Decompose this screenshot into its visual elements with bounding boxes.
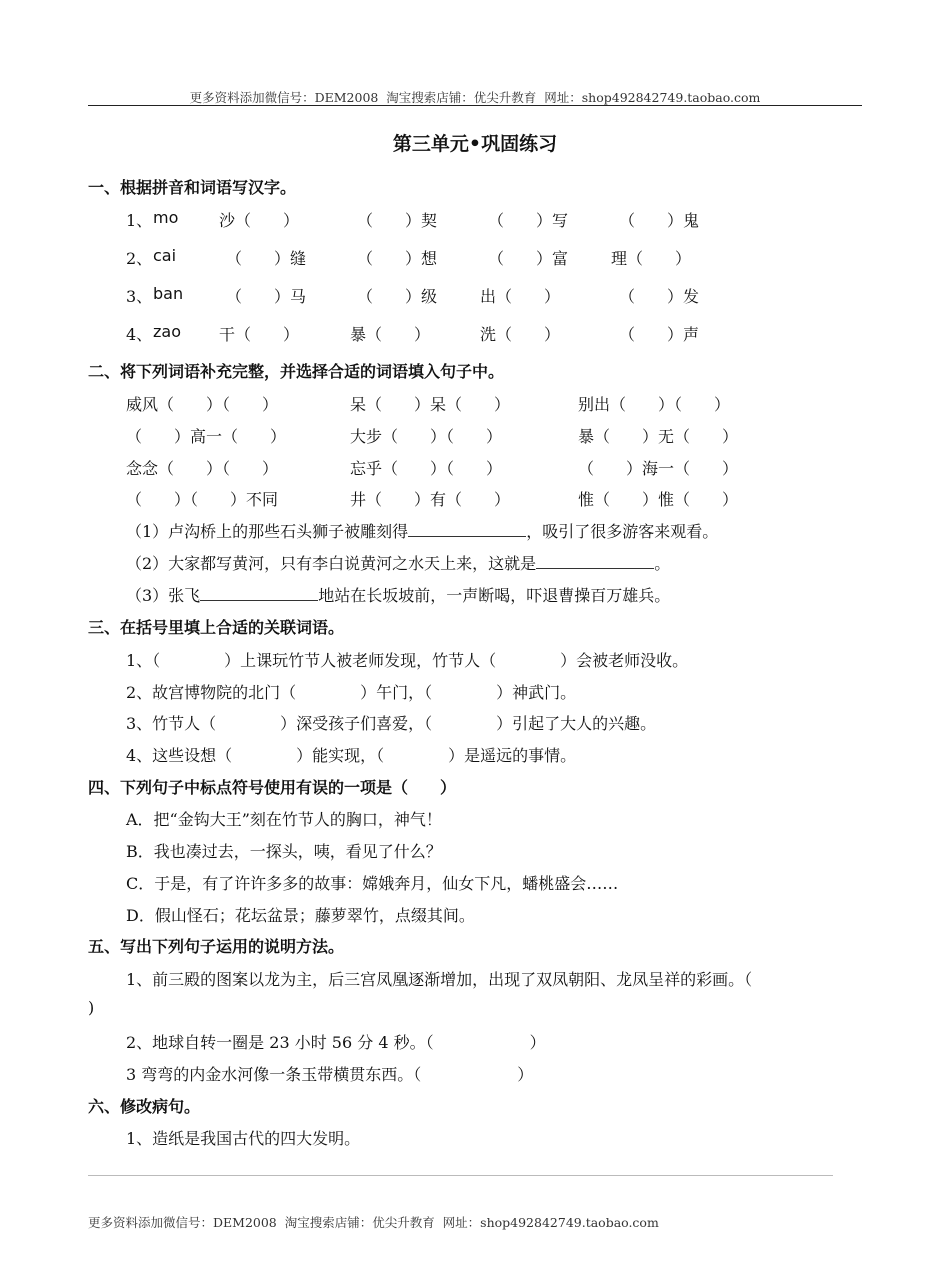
- s4-option-b: B．我也凑过去，一探头，咦，看见了什么？: [126, 842, 442, 861]
- footer-rule: [88, 1175, 833, 1176]
- s2-sentence-3: （3）张飞 地站在长坂坡前，一声断喝，吓退曹操百万雄兵。: [126, 586, 671, 605]
- s1-cell: （ ）写: [488, 211, 569, 230]
- s2-idiom: 念念（ ）（ ）: [126, 459, 279, 478]
- s1-cell: （ ）马: [226, 287, 307, 306]
- page-footer: 更多资料添加微信号：DEM2008 淘宝搜索店铺：优尖升教育 网址：shop492842749.taobao.com: [88, 1215, 659, 1230]
- s1-pinyin: zao: [153, 322, 181, 341]
- s1-cell: （ ）契: [357, 211, 438, 230]
- s1-row-number: 2、: [126, 249, 153, 268]
- section-5-heading: 五、写出下列句子运用的说明方法。: [88, 937, 345, 956]
- s2-idiom: （ ）高一（ ）: [126, 427, 287, 446]
- s2-idiom: 井（ ）有（ ）: [350, 490, 511, 509]
- s1-row-number: 1、: [126, 211, 153, 230]
- s3-item: 1、（ ）上课玩竹节人被老师发现，竹节人（ ）会被老师没收。: [126, 651, 689, 670]
- s1-cell: （ ）级: [357, 287, 438, 306]
- s1-cell: （ ）声: [619, 325, 700, 344]
- s2-idiom: 呆（ ）呆（ ）: [350, 395, 511, 414]
- s1-cell: （ ）发: [619, 287, 700, 306]
- s3-item: 3、竹节人（ ）深受孩子们喜爱，（ ）引起了大人的兴趣。: [126, 714, 657, 733]
- page-title: 第三单元•巩固练习: [392, 133, 558, 155]
- s4-option-c: C．于是，有了许许多多的故事：嫦娥奔月，仙女下凡，蟠桃盛会……: [126, 874, 619, 893]
- answer-blank[interactable]: [200, 586, 318, 601]
- s1-pinyin: cai: [153, 246, 177, 265]
- section-6-heading: 六、修改病句。: [88, 1097, 201, 1116]
- s2-idiom: 忘乎（ ）（ ）: [350, 459, 503, 478]
- s1-row-number: 3、: [126, 287, 153, 306]
- s1-cell: 洗（ ）: [480, 325, 561, 344]
- s5-item-wrap: ): [88, 998, 95, 1017]
- s1-cell: （ ）想: [357, 249, 438, 268]
- s5-item: 1、前三殿的图案以龙为主，后三宫凤凰逐渐增加，出现了双凤朝阳、龙凤呈祥的彩画。（: [126, 970, 753, 989]
- s1-cell: （ ）缝: [226, 249, 307, 268]
- s5-item: 2、地球自转一圈是 23 小时 56 分 4 秒。（ ）: [126, 1033, 546, 1052]
- s3-item: 4、这些设想（ ）能实现，（ ）是遥远的事情。: [126, 746, 577, 765]
- s5-item: 3 弯弯的内金水河像一条玉带横贯东西。（ ）: [126, 1065, 534, 1084]
- s1-cell: （ ）鬼: [619, 211, 700, 230]
- answer-blank[interactable]: [536, 554, 654, 569]
- s2-idiom: 别出（ ）（ ）: [578, 395, 731, 414]
- s4-option-a: A．把“金钩大王”刻在竹节人的胸口，神气！: [126, 810, 442, 829]
- s2-idiom: 惟（ ）惟（ ）: [578, 490, 739, 509]
- section-2-heading: 二、将下列词语补充完整，并选择合适的词语填入句子中。: [88, 362, 505, 381]
- s1-pinyin: ban: [153, 284, 184, 303]
- s2-idiom: 暴（ ）无（ ）: [578, 427, 739, 446]
- s1-cell: 暴（ ）: [350, 325, 431, 344]
- s2-sentence-1: （1）卢沟桥上的那些石头狮子被雕刻得 ，吸引了很多游客来观看。: [126, 522, 719, 541]
- s1-cell: 理（ ）: [611, 249, 692, 268]
- page-header: 更多资料添加微信号：DEM2008 淘宝搜索店铺：优尖升教育 网址：shop492842749.taobao.com: [189, 90, 761, 105]
- section-3-heading: 三、在括号里填上合适的关联词语。: [88, 618, 345, 637]
- s2-idiom: （ ）（ ）不同: [126, 490, 279, 509]
- s3-item: 2、故宫博物院的北门（ ）午门，（ ）神武门。: [126, 683, 577, 702]
- s1-row-number: 4、: [126, 325, 153, 344]
- s1-pinyin: mo: [153, 208, 179, 227]
- s1-cell: （ ）富: [488, 249, 569, 268]
- s1-cell: 出（ ）: [480, 287, 561, 306]
- answer-blank[interactable]: [408, 522, 526, 537]
- s1-cell: 干（ ）: [219, 325, 300, 344]
- header-rule: [88, 105, 862, 106]
- section-1-heading: 一、根据拼音和词语写汉字。: [88, 178, 297, 197]
- s2-sentence-2: （2）大家都写黄河，只有李白说黄河之水天上来，这就是 。: [126, 554, 671, 573]
- s4-option-d: D．假山怪石；花坛盆景；藤萝翠竹，点缀其间。: [126, 906, 475, 925]
- section-4-heading: 四、下列句子中标点符号使用有误的一项是（ ）: [88, 778, 457, 797]
- s2-idiom: （ ）海一（ ）: [578, 459, 739, 478]
- s2-idiom: 威风（ ）（ ）: [126, 395, 279, 414]
- s1-cell: 沙（ ）: [219, 211, 300, 230]
- s6-item: 1、造纸是我国古代的四大发明。: [126, 1129, 361, 1148]
- s2-idiom: 大步（ ）（ ）: [350, 427, 503, 446]
